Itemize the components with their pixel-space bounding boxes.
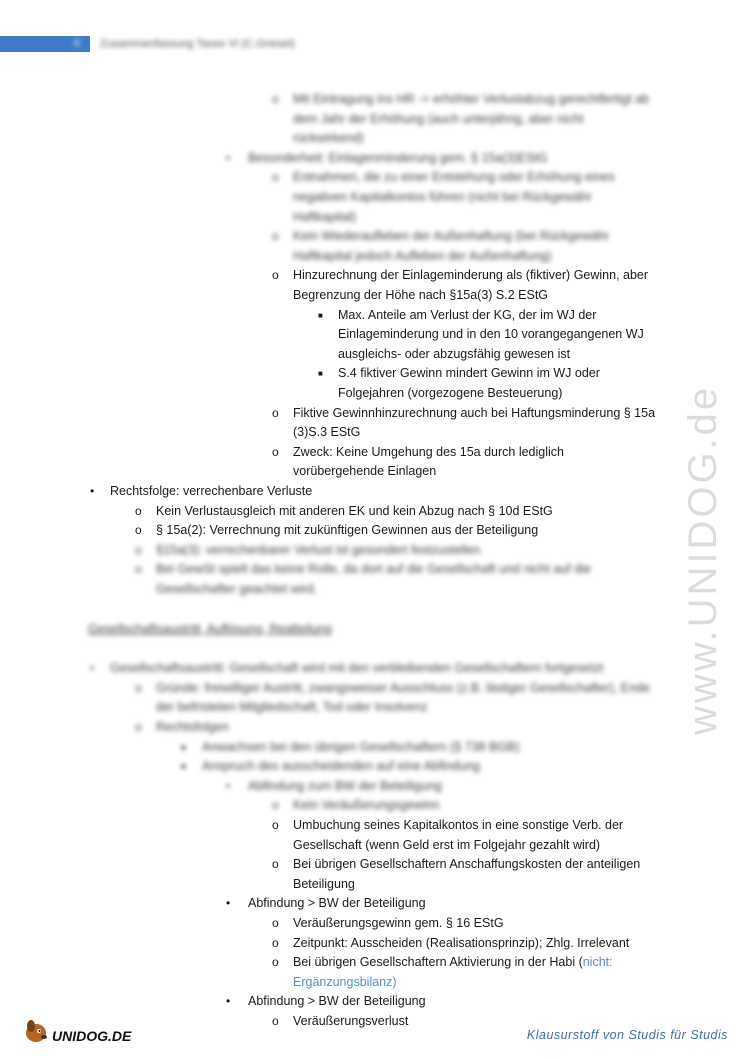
text-line (338, 364, 600, 383)
line-text: Bei GewSt spielt das keine Rolle, da dort auf die Gesellschaft und nicht auf die (156, 562, 591, 577)
text-line (248, 894, 426, 913)
line-text: Folgejahren (vorgezogene Besteuerung) (338, 386, 563, 400)
line-text: §15a(3): verrechenbarer Verlust ist gesondert festzustellen (156, 542, 481, 557)
line-text: Zweck: Keine Umgehung des 15a durch lediglich (293, 444, 564, 459)
text-line (293, 90, 649, 109)
circle-bullet-icon: o (135, 720, 142, 734)
square-bullet-icon: ■ (318, 310, 323, 320)
line-text: Anspruch des ausscheidenden auf eine Abfindung (202, 759, 480, 774)
text-line (156, 718, 229, 737)
text-line (156, 502, 553, 521)
circle-bullet-icon: o (272, 229, 279, 244)
text-line (293, 953, 613, 972)
text-line (248, 992, 426, 1011)
text-line (293, 462, 436, 481)
line-text: ausgleichs- oder abzugsfähig gewesen ist (338, 346, 571, 361)
text-line (293, 247, 552, 266)
text-line (156, 541, 480, 560)
circle-bullet-icon: o (272, 170, 279, 185)
text-line (156, 679, 650, 698)
watermark (672, 280, 732, 740)
text-line (293, 208, 356, 227)
text-line (293, 796, 440, 815)
circle-bullet-icon: o (272, 935, 279, 950)
circle-bullet-icon: o (272, 444, 279, 459)
circle-bullet-icon: o (272, 857, 279, 872)
line-text: dem Jahr der Erhöhung (auch unterjährig, aber nicht (293, 111, 584, 126)
text-line (156, 521, 538, 540)
line-text: Abfindung > BW der Beteiligung (248, 994, 426, 1009)
circle-bullet-icon: o (272, 1014, 279, 1028)
circle-bullet-icon: o (272, 916, 279, 930)
line-text: Bei übrigen Gesellschaftern Aktivierung in der Habi ( (293, 955, 583, 970)
line-text: Besonderheit: Einlagenminderung gem. § 15a(3)EStG (248, 150, 548, 165)
text-line (293, 816, 623, 835)
line-text: Veräußerungsverlust (293, 1014, 409, 1028)
square-bullet-icon: ■ (318, 369, 323, 379)
circle-bullet-icon: o (135, 562, 142, 577)
line-text: Hinzurechnung der Einlageminderung als (fiktiver) Gewinn, aber (293, 268, 649, 283)
line-text: Bei übrigen Gesellschaftern Anschaffungskosten der anteiligen (293, 857, 641, 872)
line-text: Gesellschaftsaustritt: Gesellschaft wird mit den verbleibenden Gesellschaftern fortgesetzt (110, 661, 604, 676)
dot-bullet-icon: • (90, 661, 95, 676)
text-line (293, 188, 592, 207)
circle-bullet-icon: o (272, 268, 279, 283)
footer-slogan: Klausurstoff von Studis für Studis (526, 1028, 728, 1042)
circle-bullet-icon: o (272, 92, 279, 106)
inline-link[interactable]: Ergänzungsbilanz) (293, 974, 397, 989)
line-text: Anwachsen bei den übrigen Gesellschaftern (§ 738 BGB) (202, 739, 520, 754)
text-line (293, 423, 360, 442)
text-line (293, 227, 609, 246)
line-text: Gesellschafter geachtet wird. (156, 582, 318, 596)
line-text: Haftkapital jedoch Aufleben der Außenhaftung) (293, 248, 552, 263)
text-line (110, 482, 312, 501)
text-line (293, 443, 564, 462)
text-line (293, 266, 648, 285)
text-line (293, 934, 629, 953)
text-line (293, 836, 600, 855)
text-line (338, 325, 644, 344)
line-text: Fiktive Gewinnhinzurechnung auch bei Haftungsminderung § 15a (293, 405, 656, 420)
line-text: Zeitpunkt: Ausscheiden (Realisationsprinzip); Zhlg. Irrelevant (293, 935, 630, 950)
section-heading (88, 620, 332, 639)
text-line (293, 168, 615, 187)
line-text: rückwirkend) (293, 131, 364, 146)
inline-link[interactable]: nicht: (582, 955, 613, 970)
text-line (156, 560, 591, 579)
line-text: Veräußerungsgewinn gem. § 16 EStG (293, 916, 504, 930)
text-line (293, 129, 364, 148)
text-line (338, 345, 570, 364)
text-line (156, 698, 427, 717)
dot-bullet-icon: • (226, 778, 231, 793)
page-header (0, 36, 750, 54)
line-text: § 15a(2): Verrechnung mit zukünftigen Gewinnen aus der Beteiligung (156, 523, 539, 538)
text-line (338, 306, 596, 325)
line-text: Gründe: freiwilliger Austritt, zwangsweiser Ausschluss (z.B. lästiger Gesellschafter), Ende (156, 680, 650, 695)
circle-bullet-icon: o (272, 818, 279, 832)
square-bullet-icon: ■ (181, 762, 186, 772)
text-line (248, 149, 548, 168)
line-text: Mit Eintragung ins HR -> erhöhter Verlustabzug gerechtfertigt ab (293, 92, 650, 106)
line-text: Abfindung > BW der Beteiligung (248, 896, 426, 911)
circle-bullet-icon: o (135, 503, 142, 518)
text-line (293, 875, 355, 894)
circle-bullet-icon: o (272, 798, 279, 813)
line-text: S.4 fiktiver Gewinn mindert Gewinn im WJ oder (338, 366, 600, 381)
svg-text:UNIDOG.DE: UNIDOG.DE (52, 1028, 132, 1044)
line-text: negativen Kapitalkontos führen (nicht bei Rückgewähr (293, 190, 592, 204)
text-line (293, 914, 504, 933)
line-text: Beteiligung (293, 876, 355, 891)
line-text: (3)S.3 EStG (293, 425, 361, 440)
text-line (248, 777, 442, 796)
text-line (110, 659, 603, 678)
circle-bullet-icon: o (272, 405, 279, 420)
circle-bullet-icon: o (135, 523, 142, 538)
text-line (293, 1012, 408, 1031)
line-text: Kein Verlustausgleich mit anderen EK und kein Abzug nach § 10d EStG (156, 503, 553, 518)
dot-bullet-icon: • (226, 896, 231, 911)
text-line (293, 286, 548, 305)
text-line (202, 757, 480, 776)
dot-bullet-icon: • (90, 484, 95, 498)
text-line (202, 738, 520, 757)
unidog-logo (22, 1013, 152, 1049)
line-text: Gesellschaftsaustritt, Auflösung, Realteilung (88, 621, 332, 636)
line-text: Gesellschaft (wenn Geld erst im Folgejahr gezahlt wird) (293, 837, 601, 852)
line-text: Abfindung zum BW der Beteiligung (248, 778, 442, 793)
line-text: Umbuchung seines Kapitalkontos in eine sonstige Verb. der (293, 818, 624, 832)
line-text: vorübergehende Einlagen (293, 464, 437, 479)
circle-bullet-icon: o (272, 955, 279, 970)
line-text: Entnahmen, die zu einer Entstehung oder Erhöhung eines (293, 170, 615, 185)
text-line (293, 973, 397, 992)
line-text: Kein Veräußerungsgewinn (293, 798, 440, 813)
text-line (338, 384, 562, 403)
line-text: Rechtsfolgen (156, 720, 229, 734)
line-text: Begrenzung der Höhe nach §15a(3) S.2 EStG (293, 288, 549, 302)
watermark-text: www.UNIDOG.de (681, 384, 725, 735)
text-line (293, 110, 583, 129)
circle-bullet-icon: o (135, 680, 142, 695)
line-text: Max. Anteile am Verlust der KG, der im WJ der (338, 307, 597, 322)
line-text: der befristeten Mitgliedschaft, Tod oder Insolvenz (156, 700, 428, 715)
line-text: Haftkapital) (293, 209, 357, 224)
text-line (293, 404, 655, 423)
page-number: 6 (74, 38, 80, 49)
text-line (156, 580, 317, 599)
line-text: Kein Wiederaufleben der Außenhaftung (bei Rückgewähr (293, 229, 610, 244)
square-bullet-icon: ■ (181, 742, 186, 752)
text-line (293, 855, 640, 874)
line-text: Rechtsfolge: verrechenbare Verluste (110, 484, 313, 498)
header-title: Zusammenfassung Taxes VI (C.Griesel) (100, 38, 295, 50)
dot-bullet-icon: • (226, 994, 231, 1009)
circle-bullet-icon: o (135, 542, 142, 557)
line-text: Einlageminderung und in den 10 vorangegangenen WJ (338, 327, 644, 342)
dot-bullet-icon: • (226, 150, 231, 165)
